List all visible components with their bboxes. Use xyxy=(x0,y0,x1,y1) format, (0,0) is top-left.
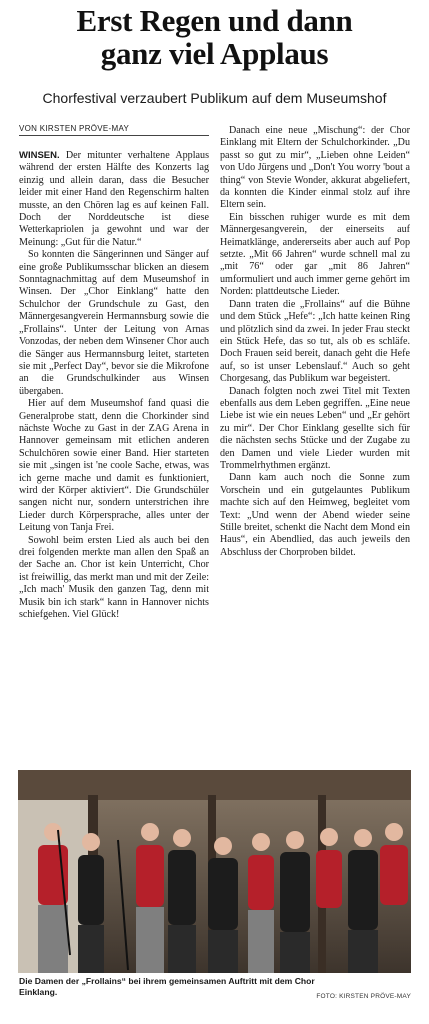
text-column-right xyxy=(220,125,410,559)
paragraph-7: Dann traten die „Frollains“ auf die Bühne und dem Stück „Hefe“: „Ich hatte keinen Ring und plötzlich sind da zwei. In jeder Frau steckt ein Stück Hefe, das so tut, als ob es schläfe. Doch Frauen seid bereit, danach geht die Hefe auf, so ist unser Lebenslauf.“ Auch so geht Chorgesang, das Publikum war begeistert. xyxy=(220,298,410,385)
text-column-left xyxy=(19,150,209,621)
paragraph-6: Ein bisschen ruhiger wurde es mit dem Männergesangverein, der einerseits auf Heimatklänge, andererseits aber auch auf Pop setzte. „Mit 66 Jahren“ wurde schnell mal zu „mit 76“ oder gar „mit 86 Jahren“ umformuliert und auch immer gerne gehört im Norden: plattdeutsche Lieder. xyxy=(220,211,410,298)
paragraph-1-text: Der mitunter verhaltene Applaus während der ersten Hälfte des Konzerts lag einzig und allein daran, dass die Besucher leider mit einer Hand den Regenschirm halten musste, an den Chören lag es auf keinen Fall. Doch der Norddeutsche ist diese Wetterkapriolen ja gewohnt und war der Meinung: „Gut für die Natur.“ xyxy=(19,150,209,248)
photo-credit: FOTO: KIRSTEN PRÖVE-MAY xyxy=(316,993,411,1000)
headline-line-2: ganz viel Applaus xyxy=(100,36,329,71)
photo-caption: Die Damen der „Frollains“ bei ihrem gemeinsamen Auftritt mit dem Chor Einklang. xyxy=(19,976,315,997)
subheadline: Chorfestival verzaubert Publikum auf dem Museumshof xyxy=(42,90,387,106)
choir-photo xyxy=(18,770,411,973)
headline-line-1: Erst Regen und dann xyxy=(76,3,353,38)
choir-photo-illustration xyxy=(18,770,411,973)
paragraph-1 xyxy=(19,150,209,249)
headline xyxy=(0,4,429,70)
paragraph-3: Hier auf dem Museumshof fand quasi die Generalprobe statt, denn die Chorkinder sind nächste Woche zu Gast in der ZAG Arena in Hannover gemeinsam mit etlichen anderen Schulchören sowie einer Band. Hier starteten sie mit „singen ist 'ne coole Sache, etwas, was ich gerne mache und damit es funktioniert, wird der Körper aktiviert“. Die Grundschüler sangen nicht nur, sondern unterstrichen ihre Lieder durch Körpersprache, alles unter der Leitung von Tanja Frei. xyxy=(19,398,209,534)
paragraph-5: Danach eine neue „Mischung“: der Chor Einklang mit Eltern der Schulchorkinder. „Du passt so gut zu mir“, „Lieben ohne Leiden“ von Udo Jürgens und „Don't You worry 'bout a thing“ von Stevie Wonder, akkurat abgeliefert, da konnten die Kinder einmal stolz auf ihre Eltern sein. xyxy=(220,125,410,211)
paragraph-9: Dann kam auch noch die Sonne zum Vorschein und ein gutgelauntes Publikum machte sich auf den Heimweg, begleitet vom Text: „Und wenn der Abend wieder seine Stille breitet, schenkt die Nacht dem Mond ein Haus“, ein Abendlied, das auch jeweils den Abschluss der Chorproben bildet. xyxy=(220,472,410,558)
byline: VON KIRSTEN PRÖVE-MAY xyxy=(19,124,209,136)
dateline: WINSEN. xyxy=(19,150,60,161)
paragraph-2: So konnten die Sängerinnen und Sänger auf eine große Publikumsschar blicken an diesem Sonntagnachmittag auf dem Museumshof in Winsen. Der „Chor Einklang“ hatte den Schulchor der Grundschule zu Gast, den Männergesangverein Hermannsburg sowie die „Frollains“. Unter der Leitung von Arnas Vonzodas, der neben dem Winsener Chor auch die Sänger aus Hermannsburg leitet, starteten sie mit „Perfect Day“, bevor sie die Mikrofone an die Grundschulkinder aus Winsen übergaben. xyxy=(19,249,209,397)
paragraph-8: Danach folgten noch zwei Titel mit Texten ebenfalls aus dem Leben gegriffen. „Eine neue Liebe ist wie ein neues Leben“ und „Er gehört zu mir“. Der Chor Einklang gesellte sich für die nächsten sechs Stücke und der Zugabe zu den Damen und viele Lieder wurden mit Trommelrhythmen ergänzt. xyxy=(220,385,410,471)
paragraph-4: Sowohl beim ersten Lied als auch bei den drei folgenden merkte man allen den Spaß an der Sache an. Chor ist kein Unterricht, Chor ist freiwillig, das merkt man und mit der Zeile: „Ich mach' Musik den ganzen Tag, denn mit Musik bin ich stark“ kann in Hannover nichts schiefgehen. Viel Glück! xyxy=(19,534,209,621)
